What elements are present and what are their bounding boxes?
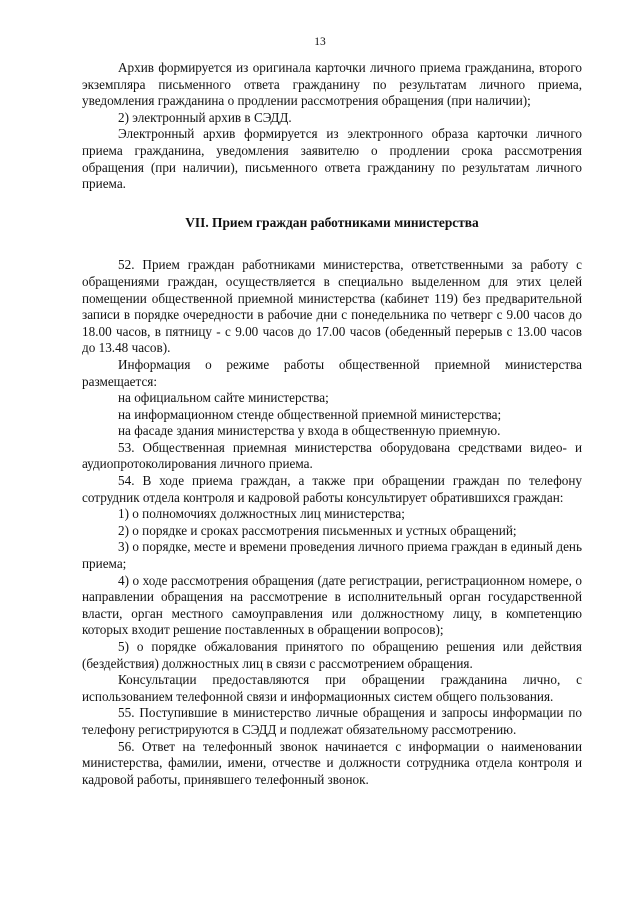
paragraph-53: 53. Общественная приемная министерства оборудована средствами видео- и аудиопротоколирования личного приема. (82, 439, 582, 472)
paragraph-schedule-info: Информация о режиме работы общественной приемной министерства размещается: (82, 356, 582, 389)
paragraph-54-item-2: 2) о порядке и сроках рассмотрения письменных и устных обращений; (118, 522, 517, 538)
paragraph-electronic-archive-item: 2) электронный архив в СЭДД. (118, 109, 292, 125)
paragraph-official-site: на официальном сайте министерства; (118, 390, 329, 406)
paragraph-consultations: Консультации предоставляются при обращении гражданина лично, с использованием телефонной связи и информационных систем общего пользования. (82, 672, 582, 704)
paragraph-54: 54. В ходе приема граждан, а также при обращении граждан по телефону сотрудник отдела контроля и кадровой работы консультирует обратившихся граждан: (82, 473, 582, 505)
paragraph-54-item-3: 3) о порядке, месте и времени проведения личного приема граждан в единый день приема; (82, 539, 582, 572)
document-body (82, 60, 582, 788)
paragraph-55: 55. Поступившие в министерство личные обращения и запросы информации по телефону регистрируются в СЭДД и подлежат обязательному рассмотрению. (82, 705, 582, 737)
paragraph-electronic-archive-description: Электронный архив формируется из электронного образа карточки личного приема гражданина, уведомления заявителю о продлении срока рассмотрения обращения (при наличии), письменного ответа гражданину по результатам личного приема. (82, 126, 582, 192)
paragraph-56: 56. Ответ на телефонный звонок начинается с информации о наименовании министерства, фамилии, имени, отчестве и должности сотрудника отдела контроля и кадровой работы, принявшего телефонный звонок. (82, 738, 582, 787)
section-heading: VII. Прием граждан работниками министерства (185, 214, 479, 230)
paragraph-52: 52. Прием граждан работниками министерства, ответственными за работу с обращениями граждан, осуществляется в специально выделенном для этих целей помещении общественной приемной министерства (кабинет 119) без предварительной записи в порядке очередности в рабочие дни с понедельника по четверг с 9.00 часов до 18.00 часов, в пятницу - с 9.00 часов до 17.00 часов (обеденный перерыв с 13.00 часов до 13.48 часов). (82, 257, 582, 356)
paragraph-archive-original: Архив формируется из оригинала карточки личного приема гражданина, второго экземпляра письменного ответа гражданину по результатам личного приема, уведомления гражданина о продлении рассмотрения обращения (при наличии); (82, 60, 582, 109)
paragraph-54-item-5: 5) о порядке обжалования принятого по обращению решения или действия (бездействия) должностных лиц в связи с рассмотрением обращения. (82, 639, 582, 671)
paragraph-building-facade: на фасаде здания министерства у входа в общественную приемную. (118, 423, 501, 439)
paragraph-54-item-1: 1) о полномочиях должностных лиц министерства; (118, 506, 405, 522)
paragraph-info-stand: на информационном стенде общественной приемной министерства; (118, 406, 502, 422)
paragraph-54-item-4: 4) о ходе рассмотрения обращения (дате регистрации, регистрационном номере, о направлении обращения на рассмотрение в исполнительный орган государственной власти, орган местного самоуправления или должностному лицу, в компетенцию которых входит решение поставленных в обращении вопросов); (82, 572, 582, 638)
page-number: 13 (314, 36, 326, 48)
